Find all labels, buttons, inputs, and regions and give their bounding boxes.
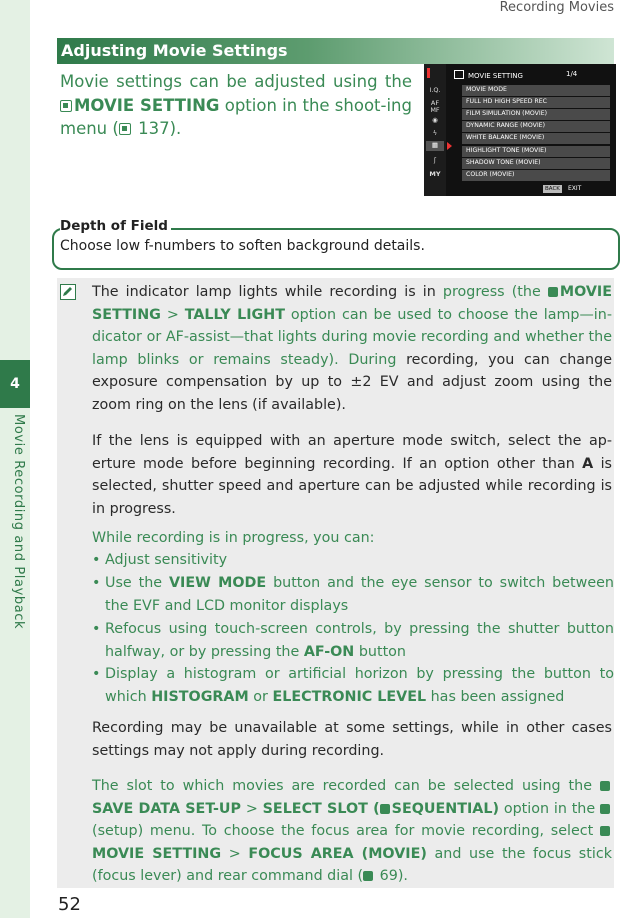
movie-menu-icon (600, 826, 610, 836)
movie-setting-icon (454, 70, 464, 79)
note-paragraph-unavailable: Recording may be unavailable at some settings, while in other cases settings may not apply during recording. (92, 720, 612, 759)
movie-icon: ▦ (426, 141, 444, 151)
menu-item[interactable]: FILM SIMULATION (MOVIE) (462, 109, 610, 120)
menu-item[interactable]: MOVIE MODE (462, 85, 610, 96)
setup-menu-icon (600, 804, 610, 814)
rail-indicator (427, 68, 430, 78)
bullet-histogram: • Display a histogram or artificial horizon by pressing the button to which HISTOGRAM or ELECTRONIC LEVEL has been assigned (92, 663, 614, 708)
note-paragraph-aperture: If the lens is equipped with an aperture mode switch, select the ap-erture mode before beginning recording. If an option other than A is selected, shutter speed and aperture can be adjusted while recording is in progress. (92, 433, 613, 517)
menu-item[interactable]: SHADOW TONE (MOVIE) (462, 158, 610, 169)
bullet-sensitivity: • Adjust sensitivity (92, 549, 614, 572)
book-ref-icon (363, 871, 373, 881)
depth-of-field-text: Choose low f-numbers to soften background details. (60, 238, 425, 254)
sequential-icon (380, 804, 390, 814)
page-number: 52 (58, 894, 81, 915)
movie-menu-icon (548, 287, 558, 297)
book-ref-icon (119, 123, 131, 135)
wrench-icon: ʃ (433, 156, 437, 164)
menu-item[interactable]: COLOR (MOVIE) (462, 170, 610, 181)
rail-my-menu: MY (429, 170, 441, 178)
intro-paragraph: Movie settings can be adjusted using the MOVIE SETTING option in the shoot-ing menu ( 137). (60, 72, 412, 138)
menu-item[interactable]: DYNAMIC RANGE (MOVIE) (462, 121, 610, 132)
chapter-title: Movie Recording and Playback (11, 414, 26, 630)
bullet-view-mode: • Use the VIEW MODE button and the eye sensor to switch between the EVF and LCD monitor displays (92, 572, 614, 617)
screen-page-indicator: 1/4 (566, 70, 578, 78)
section-title: Adjusting Movie Settings (57, 38, 614, 64)
note-paragraph-lamp: The indicator lamp lights while recording is in progress (the MOVIE SETTING > TALLY LIGHT option can be used to choose the lamp—in-dicator or AF-assist—that lights during movie recording and whether the lamp blinks or remains steady). During recording, you can change exposure compensation by up to ±2 EV and adjust zoom using the zoom ring on the lens (if available). (92, 284, 612, 413)
running-head: Recording Movies (499, 0, 614, 15)
menu-item[interactable]: FULL HD HIGH SPEED REC (462, 97, 610, 108)
screen-title: MOVIE SETTING (454, 70, 523, 80)
rail-pointer-icon (447, 142, 452, 150)
note-paragraph-while-recording: While recording is in progress, you can: (92, 530, 375, 546)
movie-menu-icon (60, 100, 72, 112)
rail-af-mf: AF MF (430, 99, 440, 114)
depth-of-field-title: Depth of Field (60, 218, 171, 234)
camera-icon: ◉ (432, 116, 438, 124)
chapter-number: 4 (0, 360, 30, 408)
setup-icon (600, 781, 610, 791)
rail-image-quality: I.Q. (429, 86, 441, 94)
menu-rail (424, 64, 446, 196)
flash-icon: ϟ (432, 129, 438, 137)
camera-menu-screen (424, 64, 616, 196)
exit-label: EXIT (568, 185, 582, 192)
note-paragraph-slot: The slot to which movies are recorded can be selected using the SAVE DATA SET-UP > SELECT SLOT ( SEQUENTIAL) option in the (setup) menu. To choose the focus area for movie recording, select MOVIE SETTING > FOCUS AREA (MOVIE) and use the focus stick (focus lever) and rear command dial ( 69). (92, 778, 612, 884)
menu-item[interactable]: WHITE BALANCE (MOVIE) (462, 133, 610, 144)
back-button[interactable]: BACK (545, 186, 560, 192)
menu-item[interactable]: HIGHLIGHT TONE (MOVIE) (462, 146, 610, 157)
note-pencil-icon (60, 284, 76, 300)
bullet-refocus: • Refocus using touch-screen controls, by pressing the shutter button halfway, or by pressing the AF-ON button (92, 618, 614, 663)
